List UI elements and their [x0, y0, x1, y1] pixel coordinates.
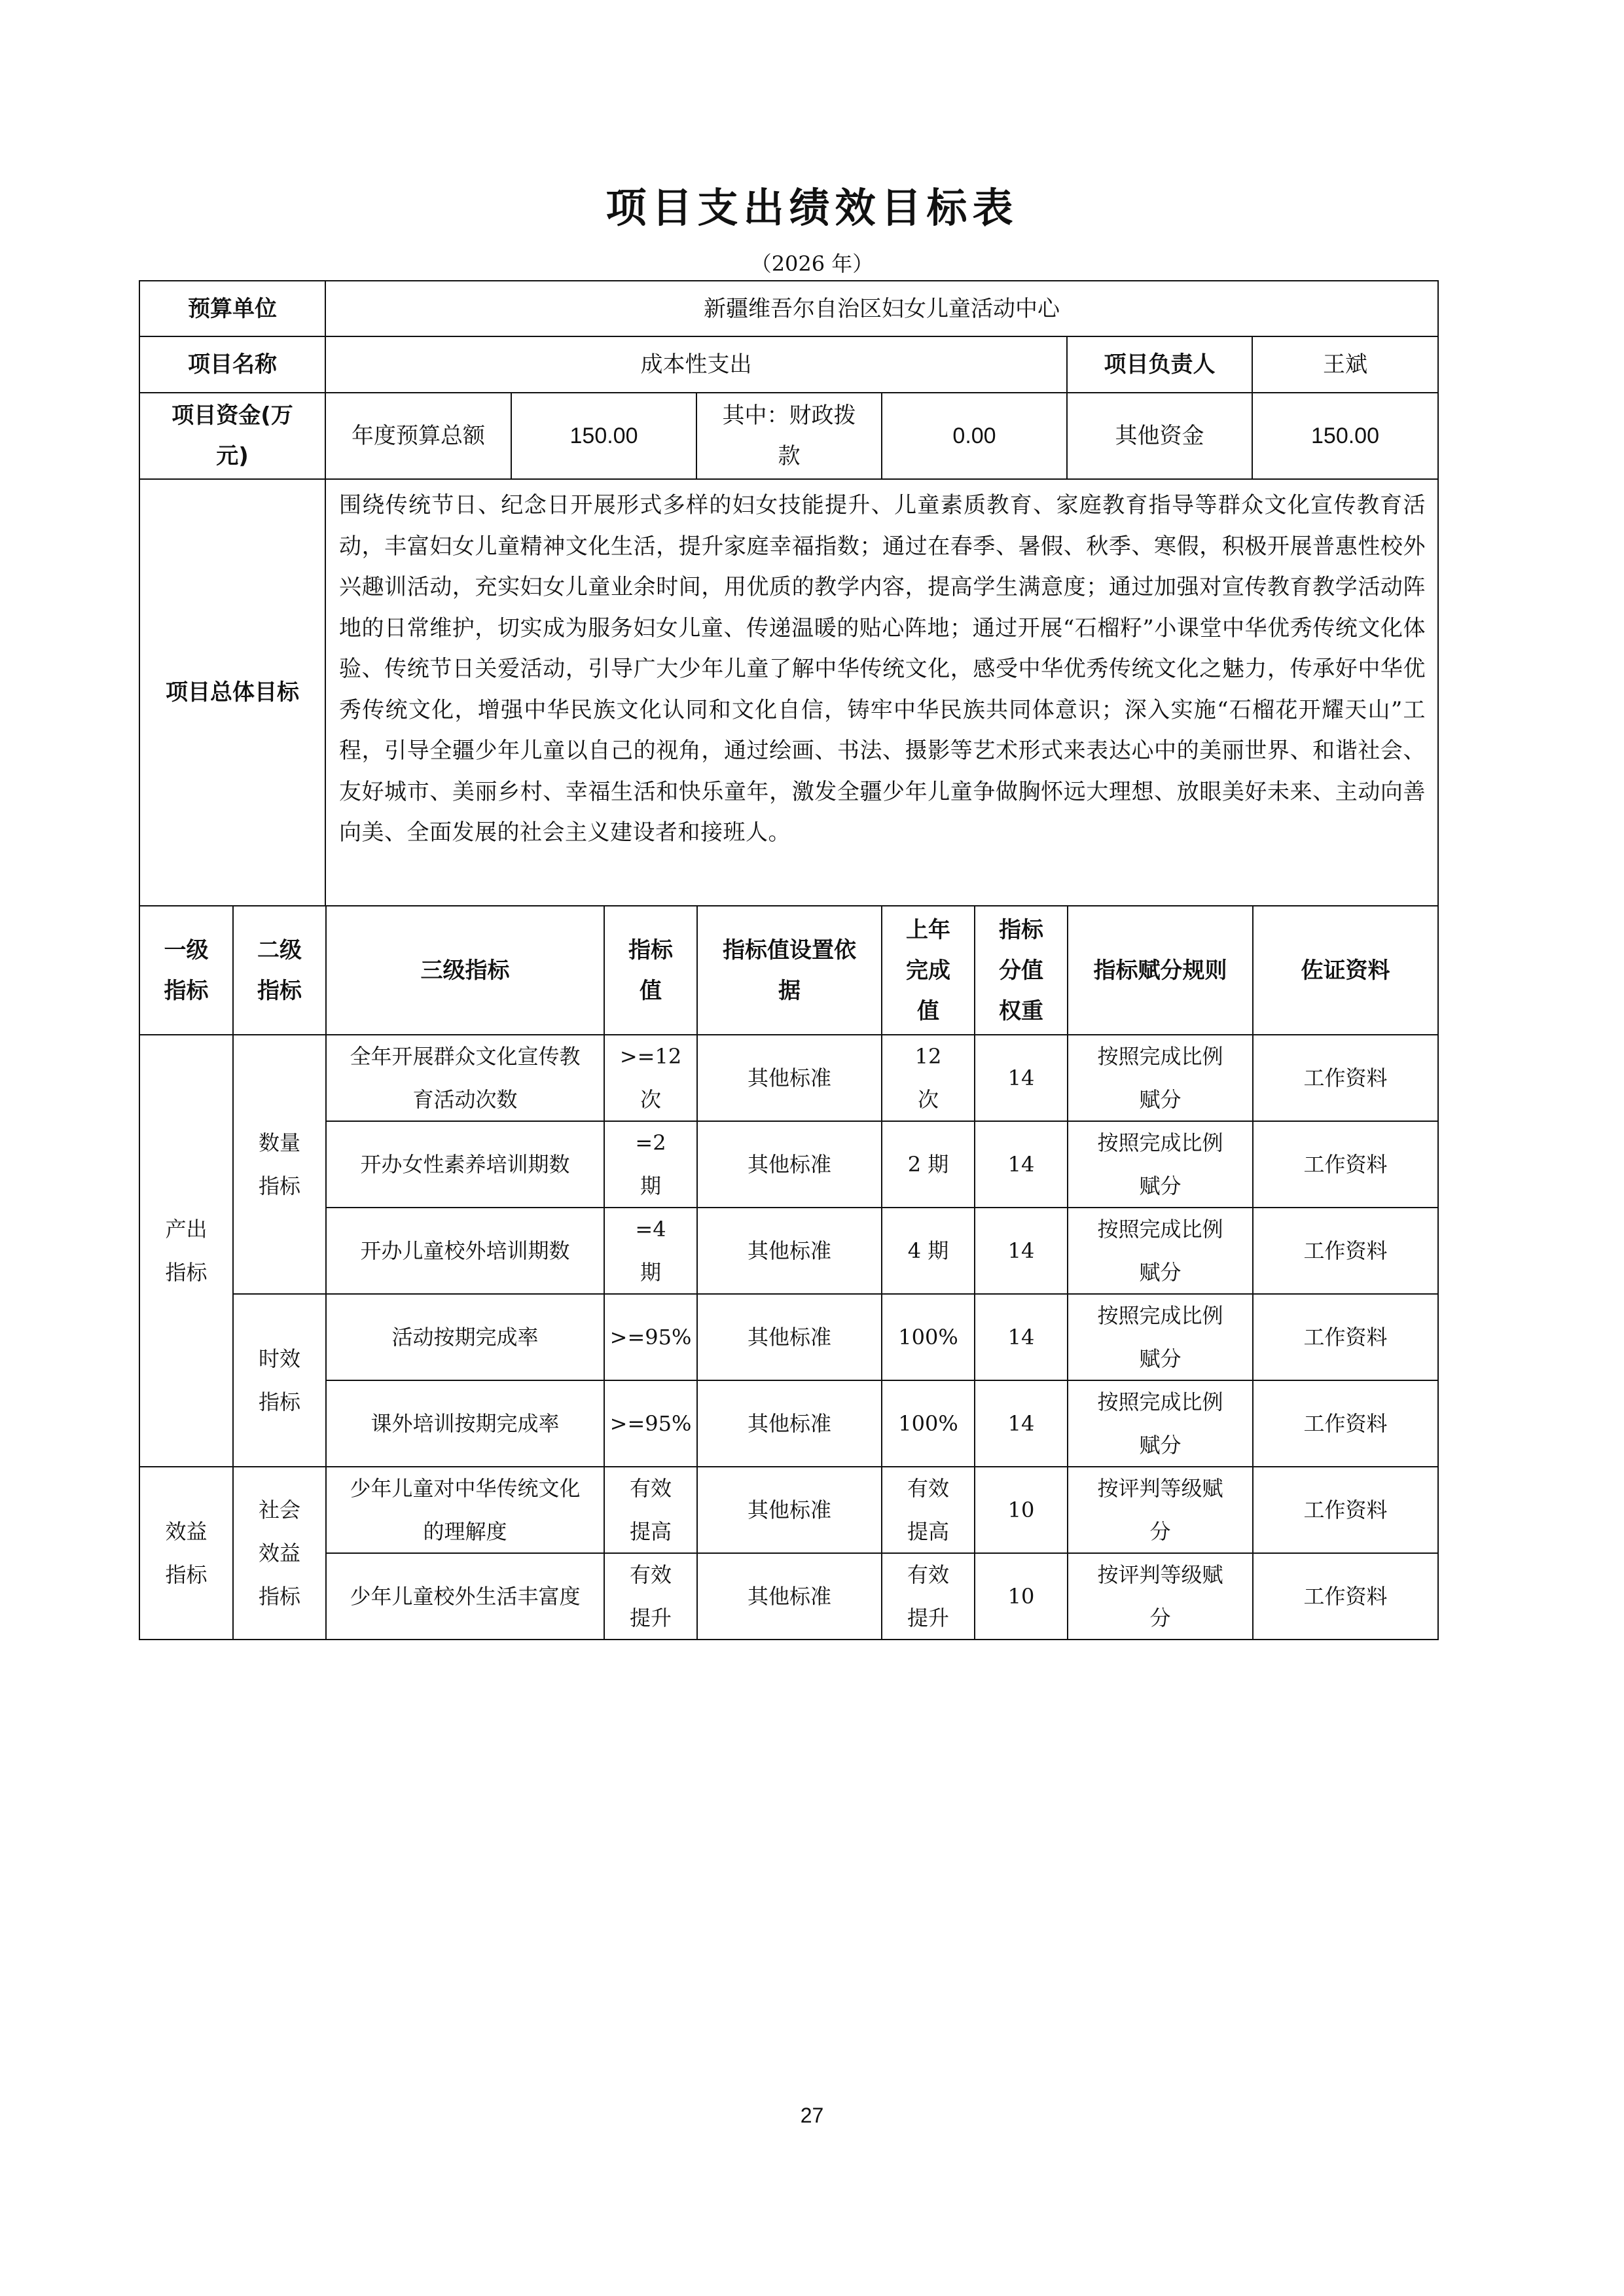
- cell-last-year: 12 次: [881, 1034, 975, 1122]
- cell-basis: 其他标准: [696, 1552, 882, 1640]
- cell-rule: 按评判等级赋分: [1067, 1552, 1254, 1640]
- cell-level3: 课外培训按期完成率: [325, 1380, 605, 1467]
- cell-rule: 按照完成比例赋分: [1067, 1380, 1254, 1467]
- cell-value: 有效提升: [604, 1552, 698, 1640]
- cell-value: 有效提高: [604, 1466, 698, 1554]
- level2-timeliness: 时效指标: [232, 1293, 327, 1467]
- cell-last-year: 有效提升: [881, 1552, 975, 1640]
- page-title: 项目支出绩效目标表: [605, 184, 1019, 232]
- col-header-level2: 二级指标: [232, 905, 327, 1035]
- cell-rule: 按照完成比例赋分: [1067, 1207, 1254, 1295]
- fiscal-label: 其中：财政拨款: [696, 392, 882, 480]
- cell-last-year: 有效提高: [881, 1466, 975, 1554]
- fiscal-value: 0.00: [881, 392, 1068, 480]
- cell-value: =2 期: [604, 1121, 698, 1208]
- cell-weight: 10: [974, 1552, 1068, 1640]
- page-number: 27: [800, 2104, 824, 2127]
- cell-rule: 按照完成比例赋分: [1067, 1034, 1254, 1122]
- cell-rule: 按照完成比例赋分: [1067, 1293, 1254, 1381]
- cell-value: =4 期: [604, 1207, 698, 1295]
- cell-weight: 14: [974, 1380, 1068, 1467]
- cell-last-year: 100%: [881, 1380, 975, 1467]
- level1-benefit: 效益指标: [139, 1466, 234, 1640]
- cell-evidence: 工作资料: [1252, 1380, 1439, 1467]
- cell-last-year: 4 期: [881, 1207, 975, 1295]
- col-header-rule: 指标赋分规则: [1067, 905, 1254, 1035]
- project-leader-label: 项目负责人: [1066, 336, 1253, 393]
- cell-value: >=12次: [604, 1034, 698, 1122]
- cell-weight: 14: [974, 1034, 1068, 1122]
- level2-social: 社会效益指标: [232, 1466, 327, 1640]
- cell-evidence: 工作资料: [1252, 1207, 1439, 1295]
- cell-rule: 按评判等级赋分: [1067, 1466, 1254, 1554]
- cell-level3: 少年儿童校外生活丰富度: [325, 1552, 605, 1640]
- annual-budget-label: 年度预算总额: [325, 392, 512, 480]
- cell-value: >=95%: [604, 1380, 698, 1467]
- cell-evidence: 工作资料: [1252, 1121, 1439, 1208]
- cell-rule: 按照完成比例赋分: [1067, 1121, 1254, 1208]
- cell-weight: 14: [974, 1121, 1068, 1208]
- budget-unit-value: 新疆维吾尔自治区妇女儿童活动中心: [325, 280, 1439, 337]
- cell-evidence: 工作资料: [1252, 1466, 1439, 1554]
- cell-basis: 其他标准: [696, 1121, 882, 1208]
- funds-label: 项目资金(万元): [139, 392, 326, 480]
- cell-last-year: 100%: [881, 1293, 975, 1381]
- cell-basis: 其他标准: [696, 1466, 882, 1554]
- cell-basis: 其他标准: [696, 1034, 882, 1122]
- cell-level3: 开办儿童校外培训期数: [325, 1207, 605, 1295]
- budget-unit-label: 预算单位: [139, 280, 326, 337]
- other-funds-label: 其他资金: [1066, 392, 1253, 480]
- cell-evidence: 工作资料: [1252, 1034, 1439, 1122]
- level2-quantity: 数量指标: [232, 1034, 327, 1295]
- cell-basis: 其他标准: [696, 1293, 882, 1381]
- cell-evidence: 工作资料: [1252, 1552, 1439, 1640]
- cell-value: >=95%: [604, 1293, 698, 1381]
- cell-level3: 活动按期完成率: [325, 1293, 605, 1381]
- cell-weight: 10: [974, 1466, 1068, 1554]
- goal-label: 项目总体目标: [139, 478, 326, 906]
- col-header-basis: 指标值设置依据: [696, 905, 882, 1035]
- cell-level3: 少年儿童对中华传统文化的理解度: [325, 1466, 605, 1554]
- annual-budget-value: 150.00: [511, 392, 697, 480]
- goal-text: 围绕传统节日、纪念日开展形式多样的妇女技能提升、儿童素质教育、家庭教育指导等群众文化宣传教育活动，丰富妇女儿童精神文化生活，提升家庭幸福指数；通过在春季、暑假、秋季、寒假，积极开展普惠性校外兴趣训活动，充实妇女儿童业余时间，用优质的教学内容，提高学生满意度；通过加强对宣传教育教学活动阵地的日常维护，切实成为服务妇女儿童、传递温暖的贴心阵地；通过开展“石榴籽”小课堂中华优秀传统文化体验、传统节日关爱活动，引导广大少年儿童了解中华传统文化，感受中华优秀传统文化之魅力，传承好中华优秀传统文化，增强中华民族文化认同和文化自信，铸牢中华民族共同体意识；深入实施“石榴花开耀天山”工程，引导全疆少年儿童以自己的视角，通过绘画、书法、摄影等艺术形式来表达心中的美丽世界、和谐社会、友好城市、美丽乡村、幸福生活和快乐童年，激发全疆少年儿童争做胸怀远大理想、放眼美好未来、主动向善向美、全面发展的社会主义建设者和接班人。: [325, 478, 1439, 906]
- project-name-label: 项目名称: [139, 336, 326, 393]
- cell-basis: 其他标准: [696, 1380, 882, 1467]
- col-header-evidence: 佐证资料: [1252, 905, 1439, 1035]
- other-funds-value: 150.00: [1252, 392, 1439, 480]
- cell-weight: 14: [974, 1207, 1068, 1295]
- col-header-value: 指标值: [604, 905, 698, 1035]
- cell-basis: 其他标准: [696, 1207, 882, 1295]
- cell-level3: 全年开展群众文化宣传教育活动次数: [325, 1034, 605, 1122]
- level1-output: 产出指标: [139, 1034, 234, 1467]
- cell-weight: 14: [974, 1293, 1068, 1381]
- col-header-level1: 一级指标: [139, 905, 234, 1035]
- cell-level3: 开办女性素养培训期数: [325, 1121, 605, 1208]
- col-header-level3: 三级指标: [325, 905, 605, 1035]
- project-leader-value: 王斌: [1252, 336, 1439, 393]
- year-subtitle: （2026 年）: [750, 251, 874, 276]
- cell-last-year: 2 期: [881, 1121, 975, 1208]
- cell-evidence: 工作资料: [1252, 1293, 1439, 1381]
- project-name-value: 成本性支出: [325, 336, 1068, 393]
- col-header-weight: 指标分值权重: [974, 905, 1068, 1035]
- col-header-last-year: 上年完成值: [881, 905, 975, 1035]
